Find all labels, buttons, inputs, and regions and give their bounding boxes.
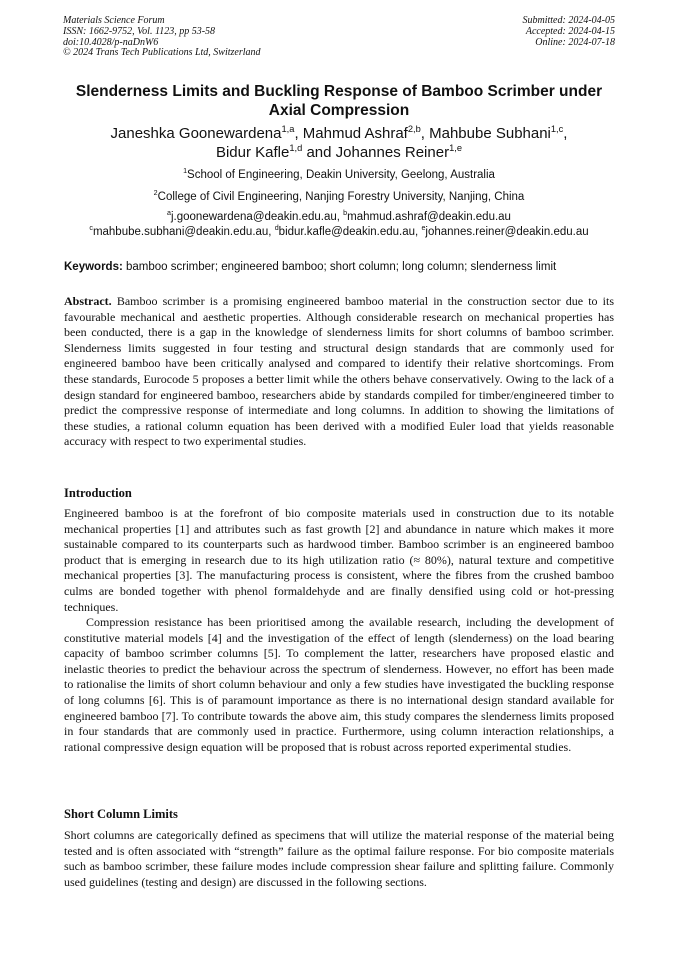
- author-affil-sup: 1,e: [449, 143, 463, 153]
- intro-paragraph-1: Engineered bamboo is at the forefront of bio composite materials used in construction due to its notable mechanical properties [1] and attributes such as fast growth [2] and abundance in nature which makes it more sustainable compared to its counterparts such as hardwood timber. Bamboo scrimber is an engineered bamboo product that is emerging in research due to its high utilization ratio (≈ 80%), natural texture and competitive mechanical properties [3]. The manufacturing process is consistent, where the fibres from the crushed bamboo culms are bonded together with phenol formaldehyde and are finally densified using cold or hot-pressing techniques.: [64, 506, 614, 614]
- author-name: Janeshka Goonewardena: [110, 125, 282, 142]
- email-sup: d: [274, 223, 279, 232]
- email-line: [58, 210, 620, 225]
- email-line: [58, 225, 620, 240]
- paper-title: Slenderness Limits and Buckling Response of Bamboo Scrimber under Axial Compression: [75, 83, 603, 119]
- author-conjunction: and: [306, 144, 332, 161]
- accepted-date: Accepted: 2024-04-15: [525, 25, 615, 37]
- email-sup: a: [167, 209, 171, 218]
- submission-dates: [523, 16, 616, 48]
- keywords-text: bamboo scrimber; engineered bamboo; short column; long column; slenderness limit: [126, 261, 557, 273]
- affil-text: College of Civil Engineering, Nanjing Forestry University, Nanjing, China: [157, 191, 525, 203]
- email-link[interactable]: mahbube.subhani@deakin.edu.au,: [92, 225, 272, 238]
- online-date: Online: 2024-07-18: [535, 36, 615, 48]
- intro-paragraph-2: Compression resistance has been prioritised among the available research, including the development of constitutive material models [4] and the investigation of the effect of length (slenderness) on the load bearing capacity of bamboo scrimber columns [5]. To complement the latter, researchers have proposed elastic and inelastic theories to predict the behaviour across the spectrum of slenderness. However, no effort has been made to rationalise the limits of short column behaviour and only a few studies have investigated the buckling response of long columns [6]. This is of paramount importance as there is no international design standard available for engineered bamboo [7]. To contribute towards the above aim, this study compares the slenderness limits proposed in four standards that are commonly used in practice. Furthermore, using column interaction relationships, a rational compressive design equation will be proposed that is robust across reported experimental studies.: [64, 615, 614, 754]
- journal-info: [63, 16, 261, 59]
- abstract-text: Bamboo scrimber is a promising engineered bamboo material in the construction sector due to its favourable mechanical and aesthetic properties. Although considerable research on mechanical properties has been conducted, there is a gap in the knowledge of slenderness limits for short columns of bamboo scrimber. Slenderness limits suggested in four testing and structural design standards that are commonly used for engineered bamboo have been critically analysed and compared to identify their relative shortcomings. From these standards, Eurocode 5 proposes a better limit while the others behave conservatively. Owing to the lack of a design standard for engineered bamboo, researchers abide by standards compiled for timber/engineered timber to predict the compressive response of intermediate and long columns. In addition to showing the limitations of these studies, a rational column equation has been derived with a modified Euler load that yields reasonable accuracy with respect to two experimental studies.: [64, 294, 615, 449]
- email-link[interactable]: johannes.reiner@deakin.edu.au: [425, 225, 589, 238]
- author-list: Janeshka Goonewardena$^{1,a}$, Mahmud Ashraf$^{2,b}$, Mahbube Subhani$^{1,c}$, Bidur Kafle$^{1,d}$ and Johannes Reiner$^{1,e}$: [110, 124, 568, 161]
- issn-volume: ISSN: 1662-9752, Vol. 1123, pp 53-58: [63, 25, 216, 37]
- affil-sup: 2: [153, 189, 158, 198]
- author-name: Bidur Kafle: [215, 144, 290, 161]
- affiliation-2: [60, 190, 618, 204]
- author-name: Mahbube Subhani: [429, 125, 551, 142]
- abstract-label: Abstract.: [64, 294, 112, 308]
- abstract: [64, 294, 614, 450]
- email-sup: b: [343, 209, 348, 218]
- keywords-label: Keywords:: [64, 261, 123, 273]
- short-column-paragraph: Short columns are categorically defined as specimens that will utilize the material response of the material being tested and is often associated with “strength” failure as the optimal failure response. For bio composite materials such as bamboo scrimber, these failure modes include compression shear failure and splitting failure. Commonly used guidelines (testing and design) are discussed in the following sections.: [64, 828, 614, 889]
- section-heading-short-column-limits: Short Column Limits: [64, 807, 178, 821]
- affil-sup: 1: [183, 167, 188, 176]
- section-heading-introduction: Introduction: [64, 486, 132, 500]
- submitted-date: Submitted: 2024-04-05: [522, 15, 615, 26]
- author-affil-sup: 1,c: [550, 124, 564, 134]
- author-affil-sup: 1,a: [281, 124, 295, 134]
- author-name: Mahmud Ashraf: [302, 125, 408, 142]
- author-affil-sup: 2,b: [407, 124, 421, 134]
- email-link[interactable]: bidur.kafle@deakin.edu.au,: [278, 225, 419, 238]
- doi[interactable]: doi:10.4028/p-naDnW6: [63, 36, 159, 48]
- email-sup: e: [421, 223, 426, 232]
- email-link[interactable]: mahmud.ashraf@deakin.edu.au: [347, 211, 511, 223]
- author-affil-sup: 1,d: [289, 143, 303, 153]
- email-sup: c: [89, 223, 93, 232]
- affil-text: School of Engineering, Deakin University, Geelong, Australia: [187, 169, 495, 181]
- copyright: © 2024 Trans Tech Publications Ltd, Switzerland: [63, 47, 261, 59]
- author-name: Johannes Reiner: [335, 144, 450, 161]
- keywords: [64, 260, 624, 274]
- affiliation-1: [60, 168, 618, 182]
- author-emails: [58, 210, 620, 239]
- journal-name: Materials Science Forum: [63, 15, 165, 26]
- email-link[interactable]: j.goonewardena@deakin.edu.au,: [170, 211, 340, 223]
